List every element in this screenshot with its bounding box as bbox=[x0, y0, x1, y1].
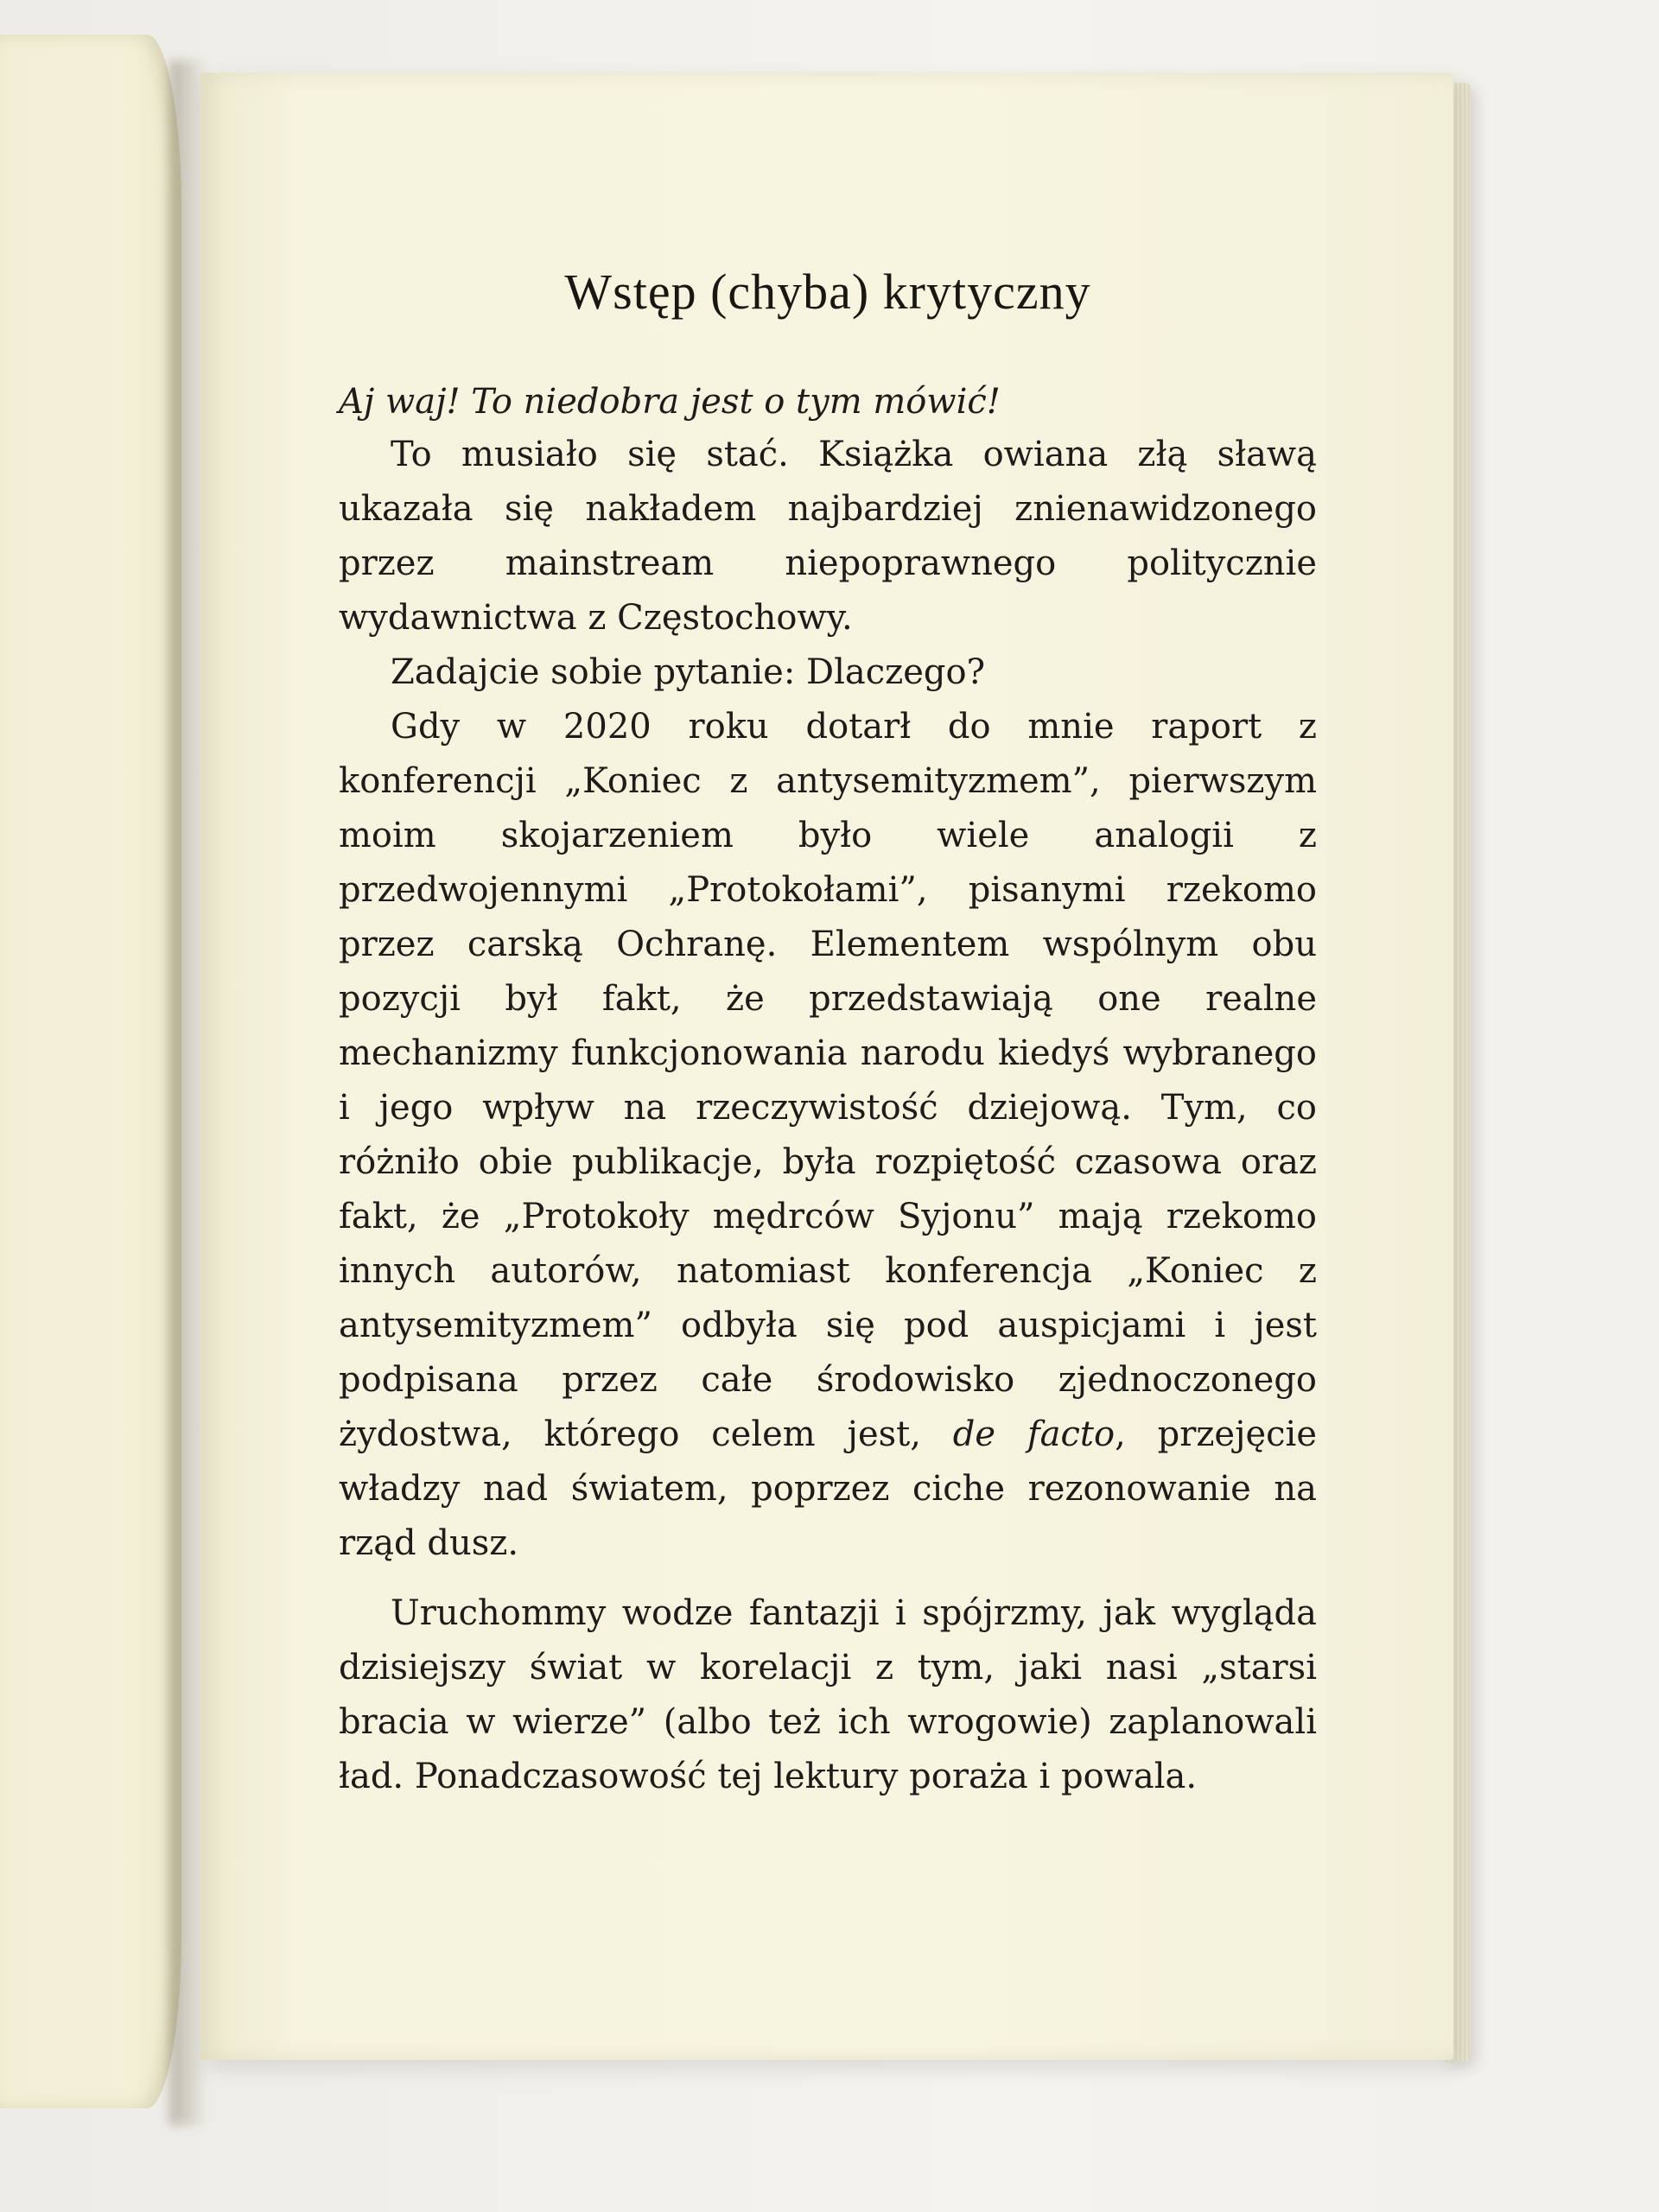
paragraph-3 bbox=[339, 700, 1317, 1571]
book-gutter-shadow bbox=[169, 60, 204, 2126]
paragraph-4: Uruchommy wodze fantazji i spójrzmy, jak wygląda dzisiejszy świat w korelacji z tym, jaki nasi „starsi bracia w wierze” (albo też ich wrogowie) zaplanowali ład. Ponadczasowość tej lektury poraża i powala. bbox=[339, 1593, 1317, 1796]
paragraph-1: To musiało się stać. Książka owiana złą sławą ukazała się nakładem najbardziej znienawidzonego przez mainstream niepoprawnego politycznie wydawnictwa z Częstochowy. bbox=[339, 435, 1317, 638]
paragraph-3-text-after: , przejęcie władzy nad światem, poprzez ciche rezonowanie na rząd dusz. bbox=[339, 1414, 1318, 1563]
page-content bbox=[339, 263, 1317, 1804]
paragraph-2: Zadajcie sobie pytanie: Dlaczego? bbox=[391, 652, 986, 692]
book-page bbox=[200, 73, 1453, 2060]
epigraph: Aj waj! To niedobra jest o tym mówić! bbox=[339, 382, 1001, 422]
paragraph-3-text-before: Gdy w 2020 roku dotarł do mnie raport z konferencji „Koniec z antysemityzmem”, pierwszym moim skojarzeniem było wiele analogii z przedwojennymi „Protokołami”, pisanymi rzekomo przez carską Ochranę. Elementem wspólnym obu pozycji był fakt, że przedstawiają one realne mechanizmy funkcjonowania narodu kiedyś wybranego i jego wpływ na rzeczywistość dziejową. Tym, co różniło obie publikacje, była rozpiętość czasowa oraz fakt, że „Protokoły mędrców Syjonu” mają rzekomo innych autorów, natomiast konferencja „Koniec z antysemityzmem” odbyła się pod auspicjami i jest podpisana przez całe środowisko zjednoczonego żydostwa, którego celem jest, bbox=[339, 707, 1317, 1454]
chapter-title: Wstęp (chyba) krytyczny bbox=[564, 264, 1091, 320]
previous-page-edge bbox=[0, 35, 181, 2108]
paragraph-3-italic: de facto bbox=[952, 1414, 1116, 1454]
